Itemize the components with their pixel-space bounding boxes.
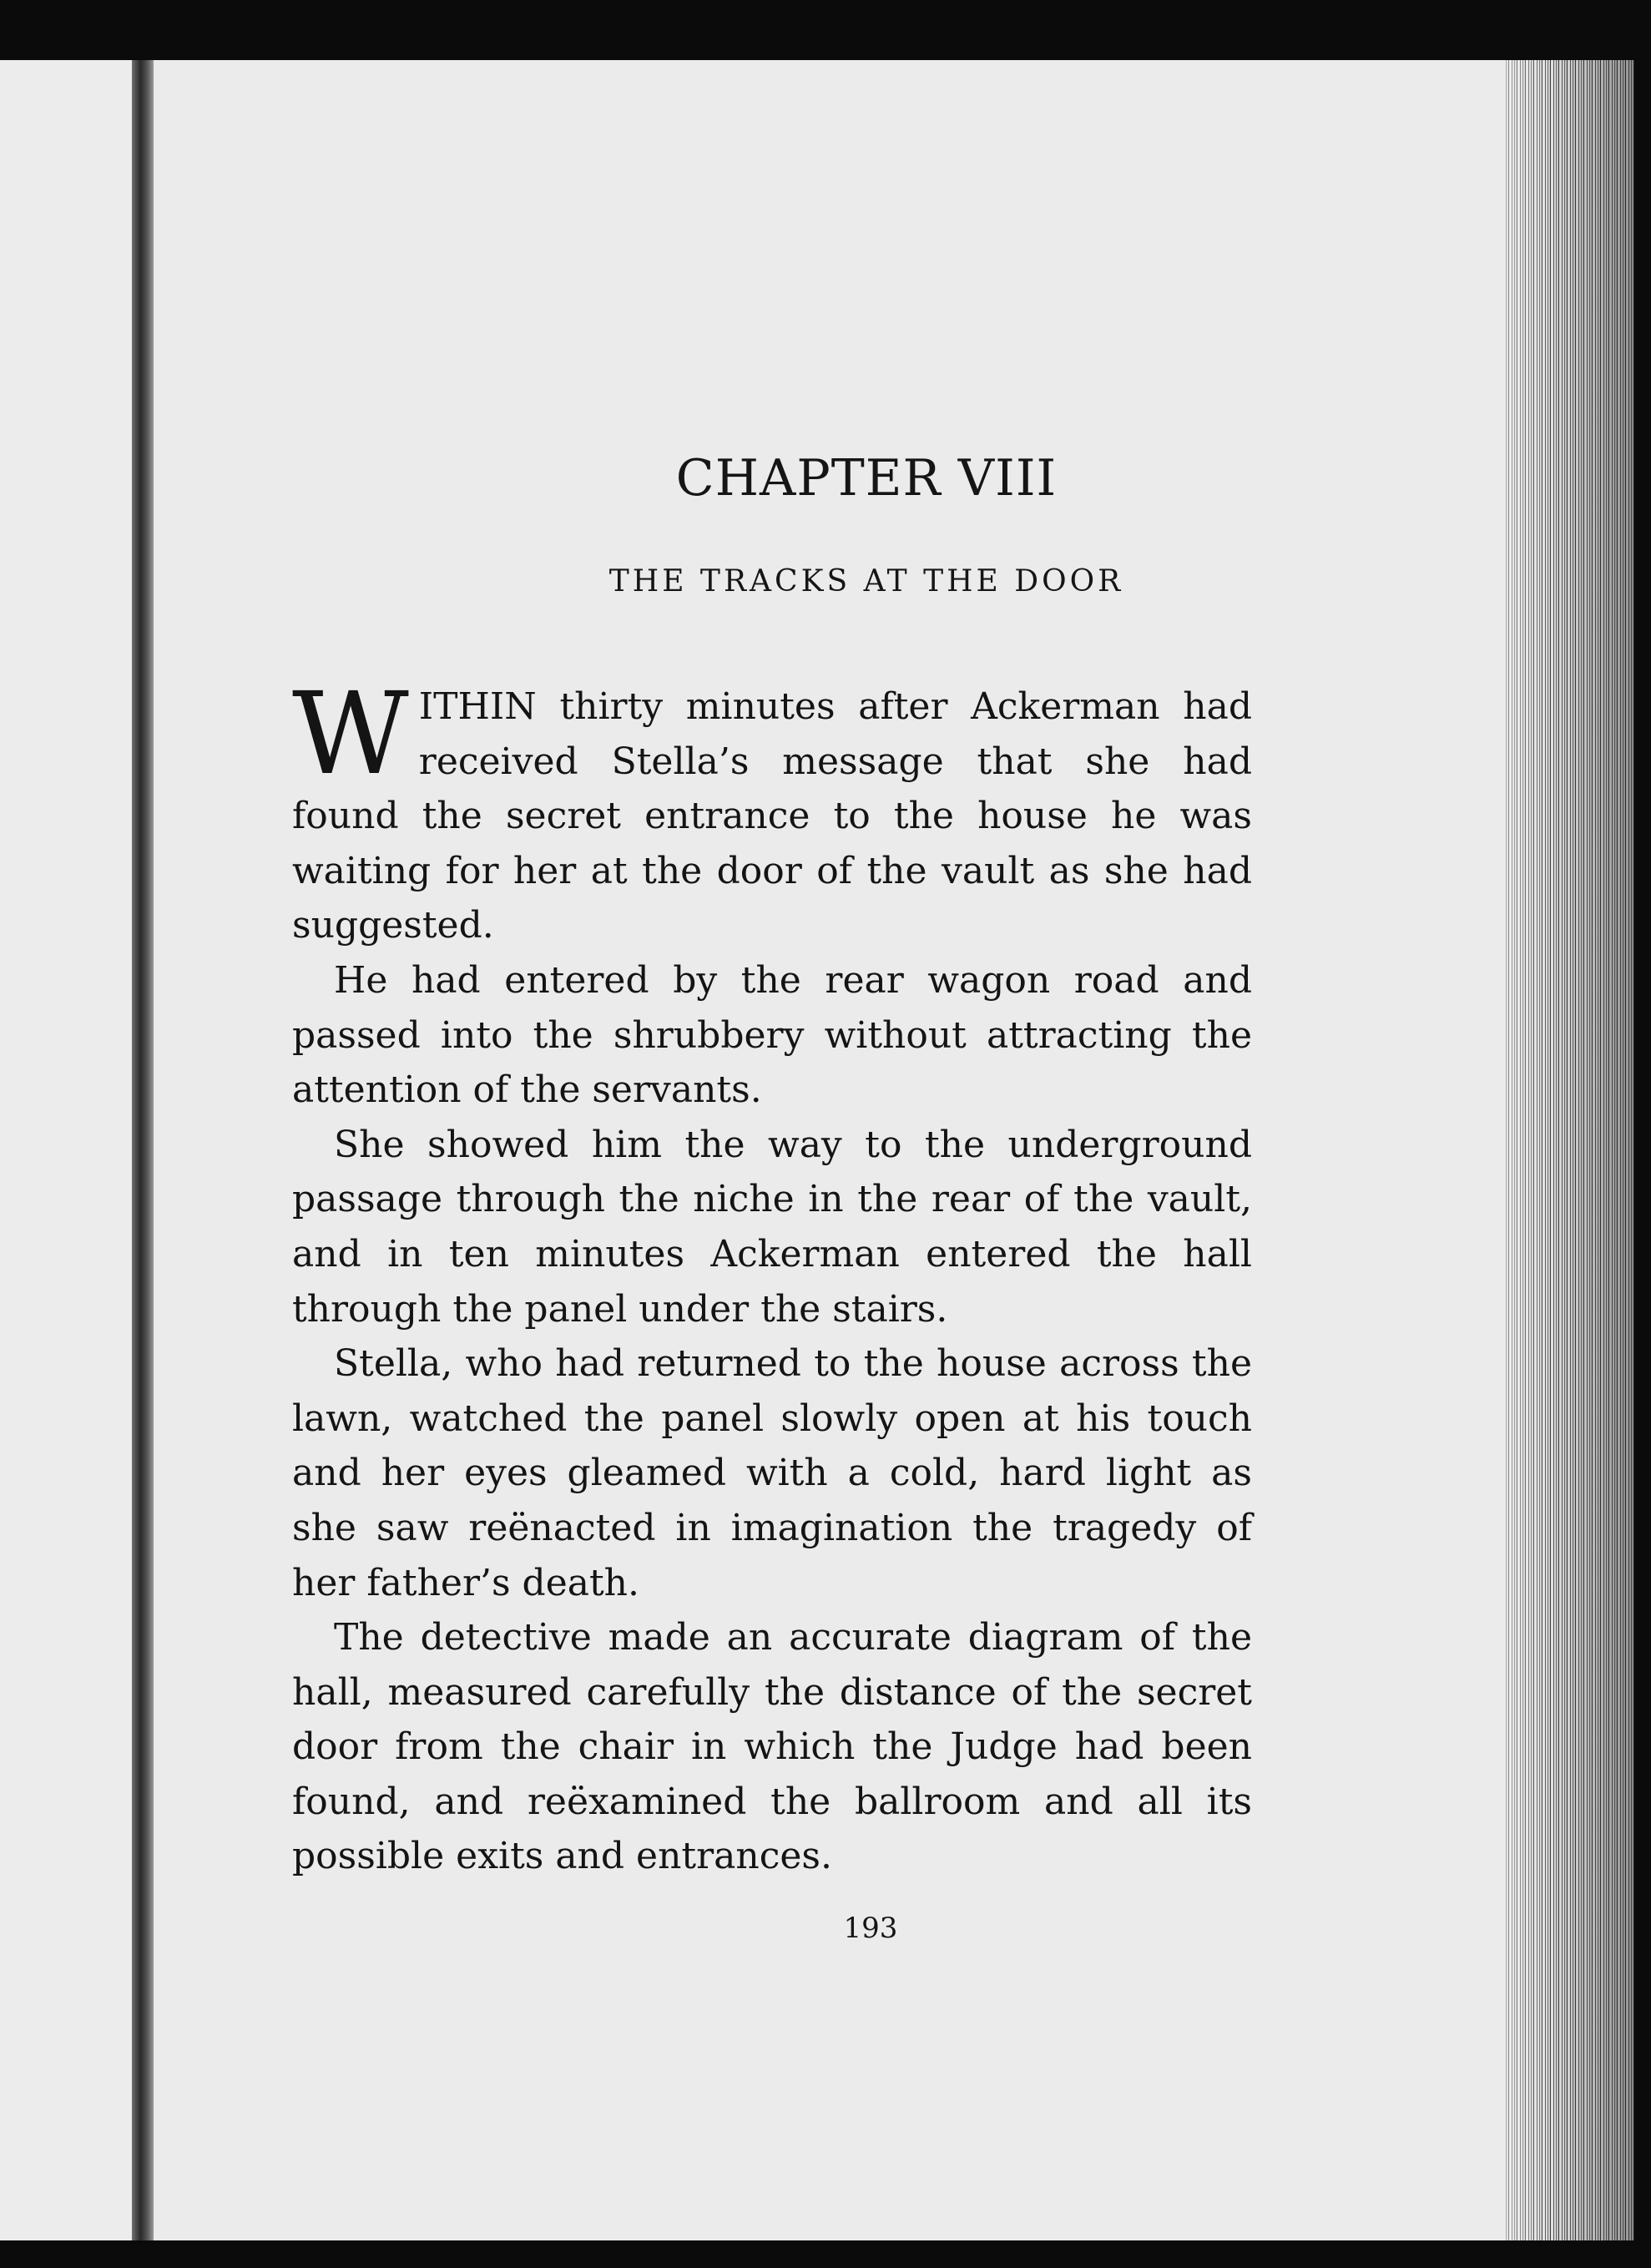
chapter-number: CHAPTER VIII (675, 449, 1058, 508)
paragraph-4: Stella, who had returned to the house across the lawn, watched the panel slowly open at his touch and her eyes gleamed with a cold, hard light as she saw reënacted in imagination the tragedy of her father’s death. (292, 1342, 1252, 1604)
paragraph-1-text: ITHIN thirty minutes after Ackerman had received Stella’s message that she had found the secret entrance to the house he was waiting for her at the door of the vault as she had suggested. (292, 685, 1252, 947)
drop-cap: W (292, 669, 409, 801)
paragraph-5: The detective made an accurate diagram of the hall, measured carefully the distance of the secret door from the chair in which the Judge had been found, and reëxamined the ballroom and all its possible exits and entrances. (292, 1616, 1252, 1878)
chapter-body (292, 669, 1252, 1884)
page-stack-shading (1504, 60, 1634, 2240)
paragraph-3: She showed him the way to the underground passage through the niche in the rear of the vault, and in ten minutes Ackerman entered the hall through the panel under the stairs. (292, 1123, 1252, 1331)
book-gutter (132, 60, 154, 2240)
paragraph-1 (292, 669, 1252, 953)
facing-page-edge (0, 60, 132, 2240)
page-number: 193 (843, 1912, 898, 1945)
book-page (154, 60, 1504, 2240)
chapter-title: THE TRACKS AT THE DOOR (608, 564, 1124, 599)
paragraph-2: He had entered by the rear wagon road and passed into the shrubbery without attracting the attention of the servants. (292, 958, 1252, 1112)
